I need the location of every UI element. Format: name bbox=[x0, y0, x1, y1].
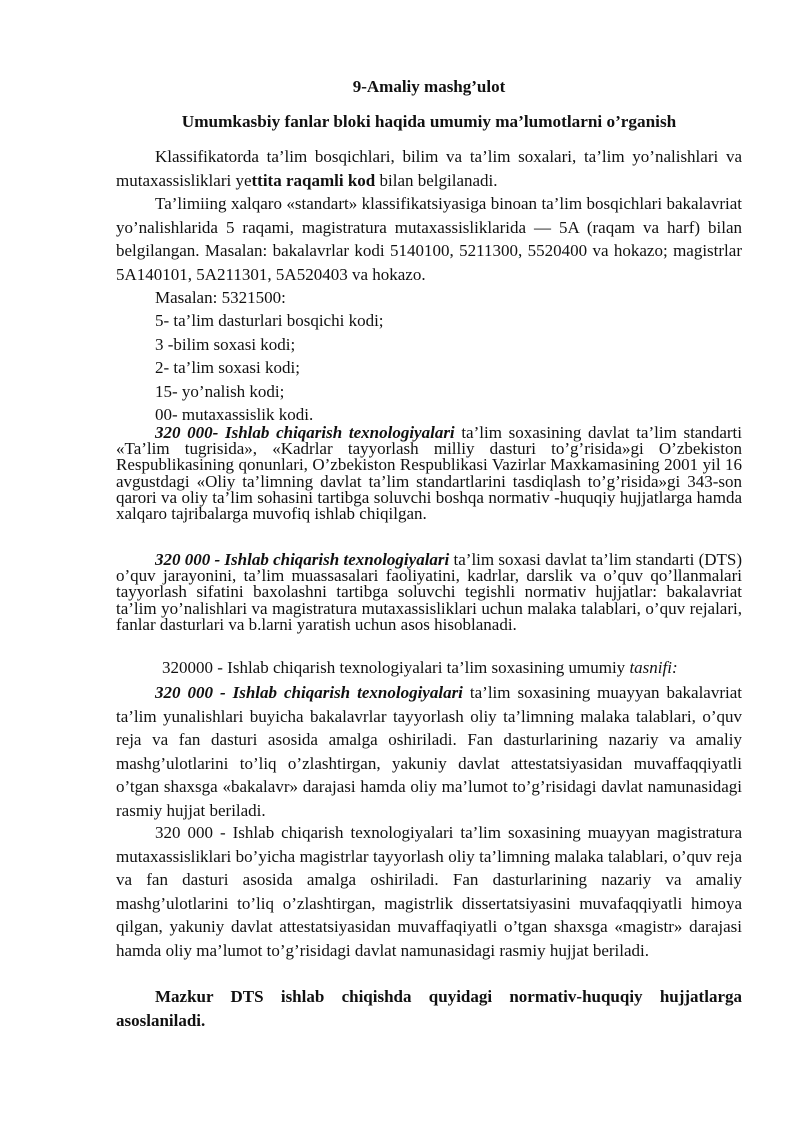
paragraph-dts-basis-text: ta’lim soxasi davlat ta’lim standarti (DTS) o’quv jarayonini, ta’lim muassasalari faoliyatini, kadrlar, darslik va o’quv qo’llanmalari tayyorlash sifatini baxolashni tartibga soluvchi tegishli normativ hujjatlar: bakalavriat ta’lim yo’nalishlari va magistratura mutaxassisliklari uchun malaka talablari, o’quv rejalari, fanlar dasturlari va b.larni yaratish uchun asos hisoblanadi. bbox=[116, 550, 743, 634]
paragraph-dts-basis bbox=[116, 552, 742, 633]
paragraph-dts-origin-lead: 320 000- Ishlab chiqarish texnologiyalari bbox=[155, 423, 455, 442]
paragraph-dts-origin bbox=[116, 425, 742, 522]
paragraph-classification bbox=[162, 658, 678, 678]
paragraph-classification-italic: tasnifi: bbox=[629, 658, 678, 677]
page-subtitle: Umumkasbiy fanlar bloki haqida umumiy ma’lumotlarni o’rganish bbox=[181, 112, 677, 131]
paragraph-master: 320 000 - Ishlab chiqarish texnologiyalari ta’lim soxasining muayyan magistratura mutaxassisliklari bo’yicha magistrlar tayyorlash oliy ta’limning malaka talablari, o’quv reja va fan dasturi asosida amalga oshiriladi. Fan dasturlarining nazariy va amaliy mashg’ulotlarini to’liq o’zlashtirgan, magistrlik dissertatsiyasini muvafaqqiyatli himoya qilgan, yakuniy davlat attestatsiyasidan muvaffaqiyatli o’tgan shaxsga «magistr» darajasi hamda oliy ma’lumot to’g’risidagi davlat namunasidagi rasmiy hujjat beriladi. bbox=[116, 823, 742, 960]
code-list-item: 3 -bilim soxasi kodi; bbox=[155, 335, 296, 354]
paragraph-standard: Ta’limiing xalqaro «standart» klassifikatsiyasiga binoan ta’lim bosqichlari bakalavriat yo’nalishlarida 5 raqami, magistratura mutaxassisliklarida — 5A (raqam va harf) bilan belgilangan. Masalan: bakalavrlar kodi 5140100, 5211300, 5520400 va hokazo; magistrlar 5A140101, 5A211301, 5A520403 va hokazo. bbox=[116, 194, 742, 284]
paragraph-dts-origin-text: ta’lim soxasining davlat ta’lim standarti «Ta’lim tugrisida», «Kadrlar tayyorlash milliy dasturi to’g’risida»gi O’zbekiston Respublikasining qonunlari, O’zbekiston Respublikasi Vazirlar Maxkamasining 2001 yil 16 avgustdagi «Oliy ta’limning davlat ta’lim standartlarini tasdiqlash to’g’risida»gi 343-son qarori va oliy ta’lim sohasini tartibga soluvchi boshqa normativ -huquqiy hujjatlarga hamda xalqaro tajribalarga muvofiq ishlab chiqilgan. bbox=[116, 423, 742, 524]
paragraph-bachelor-text: ta’lim soxasining muayyan bakalavriat ta’lim yunalishlari buyicha bakalavrlar tayyorlash oliy ta’limning malaka talablari, o’quv reja va fan dasturi asosida amalga oshiriladi. Fan dasturlarining nazariy va amaliy mashg’ulotlarini to’liq o’zlashtirgan, yakuniy davlat attestatsiyasidan muvaffaqqiyatli o’tgan shaxsga «bakalavr» darajasi hamda oliy ma’lumot to’g’risidagi davlat namunasidagi rasmiy hujjat beriladi. bbox=[116, 683, 742, 820]
code-list-item: 00- mutaxassislik kodi. bbox=[155, 405, 314, 424]
code-list-item: Masalan: 5321500: bbox=[155, 288, 286, 307]
paragraph-bachelor-lead: 320 000 - Ishlab chiqarish texnologiyalari bbox=[155, 683, 463, 702]
paragraph-classifier bbox=[116, 145, 742, 192]
page-title: 9-Amaliy mashg’ulot bbox=[352, 77, 506, 96]
paragraph-dts-basis-lead: 320 000 - Ishlab chiqarish texnologiyalari bbox=[155, 550, 450, 569]
code-list-item: 5- ta’lim dasturlari bosqichi kodi; bbox=[155, 311, 384, 330]
paragraph-bachelor bbox=[116, 681, 742, 822]
paragraph-classification-text: 320000 - Ishlab chiqarish texnologiyalari ta’lim soxasining umumiy bbox=[162, 658, 630, 677]
paragraph-classifier-text: Klassifikatorda ta’lim bosqichlari, bilim va ta’lim soxalari, ta’lim yo’nalishlari va mutaxassisliklari ye bbox=[116, 147, 742, 190]
code-list-item: 2- ta’lim soxasi kodi; bbox=[155, 358, 300, 377]
code-list-item: 15- yo’nalish kodi; bbox=[155, 382, 285, 401]
paragraph-classifier-bold: ttita raqamli kod bbox=[251, 170, 376, 190]
paragraph-classifier-end: bilan belgilanadi. bbox=[375, 170, 498, 190]
paragraph-normative-basis: Mazkur DTS ishlab chiqishda quyidagi normativ-huquqiy hujjatlarga asoslaniladi. bbox=[116, 987, 742, 1030]
